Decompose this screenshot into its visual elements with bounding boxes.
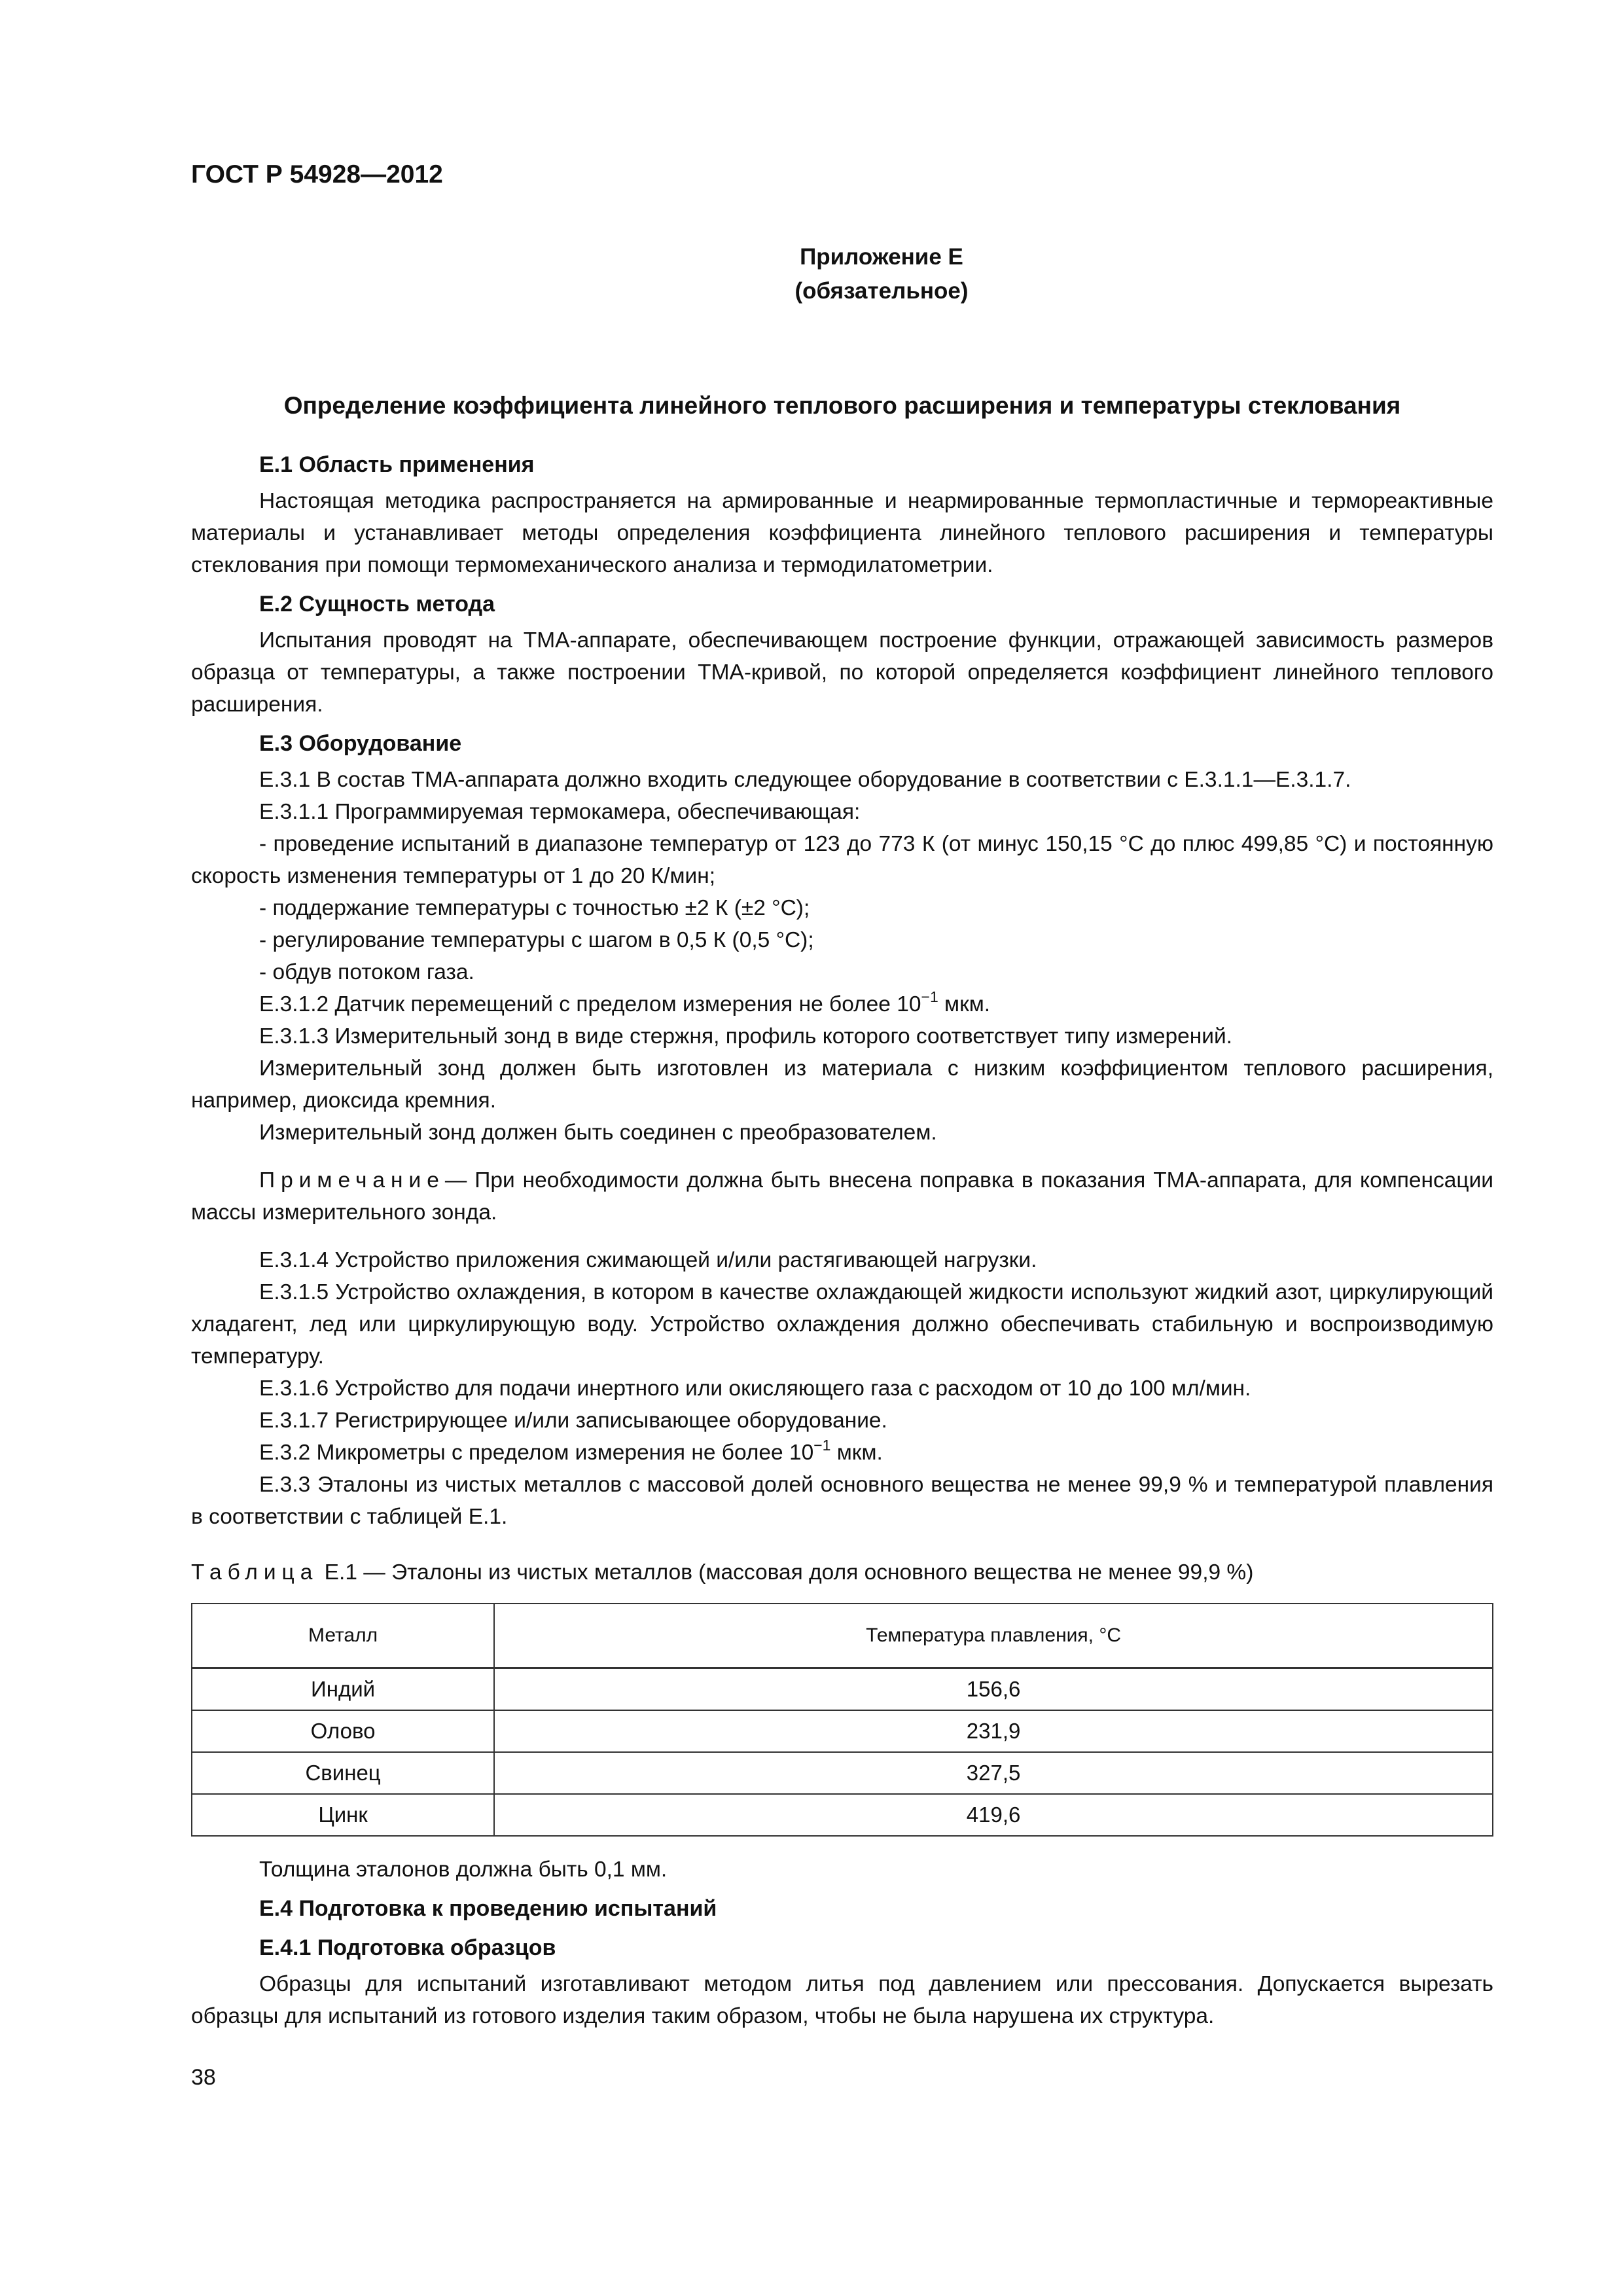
paragraph-reference-thickness: Толщина эталонов должна быть 0,1 мм. [259,1857,668,1882]
document-page [191,160,1493,2032]
paragraph-e32-text: Е.3.2 Микрометры с пределом измерения не более 10 [259,1441,814,1465]
table-cell-metal: Индий [192,1668,494,1711]
list-item-temperature-range: - проведение испытаний в диапазоне температур от 123 до 773 К (от минус 150,15 °С до плюс 499,85 °С) и постоянную скорость изменения температуры от 1 до 20 К/мин; [191,832,1493,888]
list-item-step: - регулирование температуры с шагом в 0,5 К (0,5 °С); [259,928,814,952]
note-label: Примечание [259,1168,445,1193]
table-caption [191,1556,1493,1588]
paragraph-e41: Образцы для испытаний изготавливают методом литья под давлением или прессования. Допускается вырезать образцы для испытаний из готового изделия таким образом, чтобы не была нарушена их структура. [191,1972,1493,2028]
exponent: −1 [921,988,938,1005]
paragraph-probe-connection: Измерительный зонд должен быть соединен с преобразователем. [259,1121,937,1145]
table-cell-metal: Цинк [192,1794,494,1836]
paragraph-e32 [191,1437,1493,1469]
table-cell-metal: Свинец [192,1752,494,1794]
section-e41-heading: Е.4.1 Подготовка образцов [259,1935,556,1960]
paragraph-e31: Е.3.1 В состав ТМА-аппарата должно входить следующее оборудование в соответствии с Е.3.1.1—Е.3.1.7. [259,768,1351,792]
list-item-accuracy: - поддержание температуры с точностью ±2 К (±2 °С); [259,896,810,920]
document-header: ГОСТ Р 54928—2012 [191,160,443,188]
paragraph-e315: Е.3.1.5 Устройство охлаждения, в котором в качестве охлаждающей жидкости используют жидкий азот, циркулирующий хладагент, лед или циркулирующую воду. Устройство охлаждения должно обеспечивать стабильную и воспроизводимую температуру. [191,1280,1493,1369]
table-cell-temperature: 231,9 [494,1710,1493,1752]
page-number: 38 [191,2065,216,2090]
paragraph-e311: Е.3.1.1 Программируемая термокамера, обеспечивающая: [259,800,861,824]
section-e3-heading: Е.3 Оборудование [259,731,462,756]
table-cell-temperature: 419,6 [494,1794,1493,1836]
page-title: Определение коэффициента линейного теплового расширения и температуры стеклования [283,392,1401,419]
reference-metals-table [191,1603,1493,1837]
note [191,1164,1493,1229]
column-header-metal: Металл [192,1604,494,1668]
annex-status: (обязательное) [794,278,969,304]
table-row [192,1794,1493,1836]
table-row [192,1752,1493,1794]
paragraph-e312-unit: мкм. [938,992,991,1016]
section-e1-heading: Е.1 Область применения [259,452,535,477]
annex-heading [191,240,1493,308]
table-cell-metal: Олово [192,1710,494,1752]
paragraph-probe-material: Измерительный зонд должен быть изготовлен из материала с низким коэффициентом теплового расширения, например, диоксида кремния. [191,1056,1493,1113]
section-e1-text: Настоящая методика распространяется на армированные и неармированные термопластичные и термореактивные материалы и устанавливает методы определения коэффициента линейного теплового расширения и температуры стеклования при помощи термомеханического анализа и термодилатометрии. [191,489,1493,577]
list-item-gas-flow: - обдув потоком газа. [259,960,474,984]
paragraph-e312-text: Е.3.1.2 Датчик перемещений с пределом измерения не более 10 [259,992,921,1016]
section-e4-heading: Е.4 Подготовка к проведению испытаний [259,1896,717,1921]
note-text: — При необходимости должна быть внесена поправка в показания ТМА-аппарата, для компенсации массы измерительного зонда. [191,1168,1493,1225]
column-header-melting-point: Температура плавления, °С [494,1604,1493,1668]
annex-title: Приложение Е [800,244,963,270]
paragraph-e316: Е.3.1.6 Устройство для подачи инертного или окисляющего газа с расходом от 10 до 100 мл/мин. [259,1376,1251,1401]
table-label: Таблица [191,1560,319,1585]
exponent: −1 [813,1437,831,1454]
table-cell-temperature: 156,6 [494,1668,1493,1711]
paragraph-e33: Е.3.3 Эталоны из чистых металлов с массовой долей основного вещества не менее 99,9 % и температурой плавления в соответствии с таблицей Е.1. [191,1473,1493,1529]
table-row [192,1668,1493,1711]
paragraph-e312 [191,988,1493,1020]
section-e2-text: Испытания проводят на ТМА-аппарате, обеспечивающем построение функции, отражающей зависимость размеров образца от температуры, а также построении ТМА-кривой, по которой определяется коэффициент линейного теплового расширения. [191,628,1493,717]
section-e2-heading: Е.2 Сущность метода [259,592,495,617]
paragraph-e32-unit: мкм. [830,1441,883,1465]
table-header-row [192,1604,1493,1668]
paragraph-e314: Е.3.1.4 Устройство приложения сжимающей и/или растягивающей нагрузки. [259,1248,1037,1272]
table-cell-temperature: 327,5 [494,1752,1493,1794]
paragraph-e317: Е.3.1.7 Регистрирующее и/или записывающее оборудование. [259,1408,887,1433]
table-row [192,1710,1493,1752]
table-caption-text: Е.1 — Эталоны из чистых металлов (массовая доля основного вещества не менее 99,9 %) [318,1560,1254,1585]
paragraph-e313: Е.3.1.3 Измерительный зонд в виде стержня, профиль которого соответствует типу измерений. [259,1024,1232,1049]
